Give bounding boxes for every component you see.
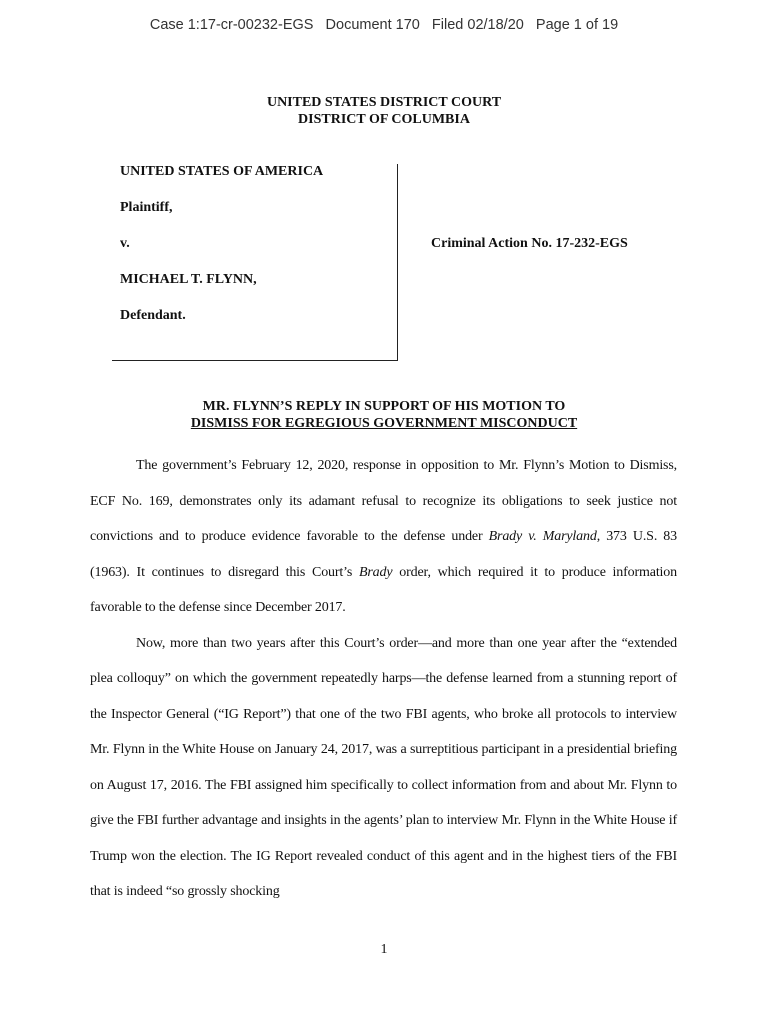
defendant-role: Defendant. bbox=[120, 308, 186, 323]
paragraph-2: Now, more than two years after this Court’s order—and more than one year after the “extended plea colloquy” on which the government repeatedly harps—the defense learned from a stunning report of the Inspector General (“IG Report”) that one of the two FBI agents, who broke all protocols to interview Mr. Flynn in the White House on January 24, 2017, was a surreptitious participant in a presidential briefing on August 17, 2016. The FBI assigned him specifically to collect information from and about Mr. Flynn to give the FBI further advantage and insights in the agents’ plan to interview Mr. Flynn in the White House if Trump won the election. The IG Report revealed conduct of this agent and in the highest tiers of the FBI that is indeed “so grossly shocking bbox=[90, 635, 677, 899]
court-heading bbox=[0, 94, 768, 128]
paragraph-1 bbox=[90, 448, 677, 626]
paragraph-1-text-a: The government’s February 12, 2020, response in opposition to Mr. Flynn’s Motion to Dismiss, ECF No. 169, demonstrates only its adamant refusal to recognize its obligations to seek justice not convictions and to produce evidence favorable to the defense under bbox=[90, 458, 677, 544]
page-number: 1 bbox=[380, 942, 388, 957]
paragraph-1-text-b: , 373 U.S. 83 (1963). It continues to disregard this Court’s bbox=[90, 529, 677, 580]
body-text bbox=[90, 448, 677, 910]
case-number: Criminal Action No. 17-232-EGS bbox=[431, 236, 628, 251]
defendant-name: MICHAEL T. FLYNN, bbox=[120, 272, 257, 287]
plaintiff-role: Plaintiff, bbox=[120, 200, 173, 215]
document-title-line2: DISMISS FOR EGREGIOUS GOVERNMENT MISCONDUCT bbox=[190, 416, 578, 431]
case-header-stamp: Case 1:17-cr-00232-EGS Document 170 Filed 02/18/20 Page 1 of 19 bbox=[149, 17, 619, 33]
versus-label: v. bbox=[120, 236, 130, 251]
court-name: UNITED STATES DISTRICT COURT bbox=[266, 95, 502, 110]
court-district: DISTRICT OF COLUMBIA bbox=[298, 112, 470, 127]
paragraph-1-text-c: order, which required it to produce information favorable to the defense since December 2017. bbox=[90, 564, 677, 615]
case-citation-brady-v-maryland: Brady v. Maryland bbox=[488, 529, 597, 544]
document-title-line1: MR. FLYNN’S REPLY IN SUPPORT OF HIS MOTION TO bbox=[202, 399, 566, 414]
brady-italic: Brady bbox=[358, 564, 393, 580]
plaintiff-name: UNITED STATES OF AMERICA bbox=[120, 164, 324, 179]
document-title bbox=[0, 398, 768, 432]
case-caption-box bbox=[112, 164, 398, 361]
